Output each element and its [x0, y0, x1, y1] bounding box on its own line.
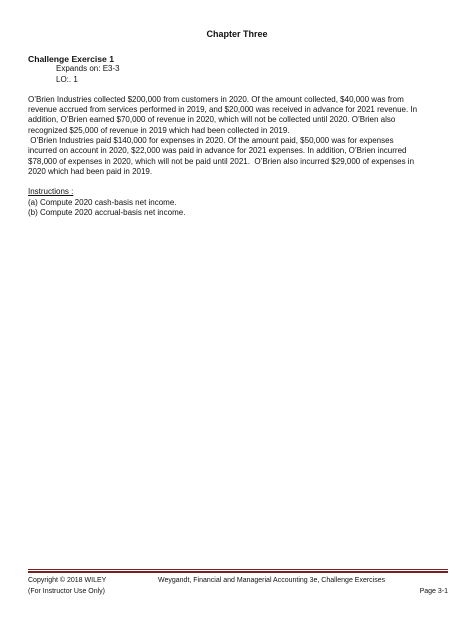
exercise-heading: Challenge Exercise 1 [28, 54, 114, 64]
footer-row [28, 575, 448, 586]
revenue-line: recognized $25,000 of revenue in 2019 which had been collected in 2019. [28, 125, 290, 135]
expense-line: incurred on account in 2020, $22,000 was paid in advance for 2021 expenses. In addition, O’Brien incurred [28, 146, 407, 156]
expands-on-line: Expands on: E3-3 [56, 64, 120, 74]
footer-row [28, 586, 448, 597]
expense-line: 2020 which had been paid in 2019. [28, 166, 153, 176]
book-title-text: Weygandt, Financial and Managerial Accounting 3e, Challenge Exercises [158, 577, 386, 584]
footer-rule [28, 571, 448, 573]
page-footer [28, 575, 448, 597]
spacer [28, 85, 448, 95]
revenue-line: revenue accrued from services performed in 2019, and $20,000 was received in advance for 2021 revenue. In [28, 105, 418, 115]
chapter-title: Chapter Three [206, 29, 268, 39]
expense-paragraph [28, 136, 448, 177]
revenue-paragraph [28, 95, 448, 136]
footer-rule [28, 569, 448, 570]
revenue-line: addition, O’Brien earned $70,000 of revenue in 2020, which will not be collected until 2020. O’Brien also [28, 115, 396, 125]
revenue-line: O’Brien Industries collected $200,000 from customers in 2020. Of the amount collected, $40,000 was from [28, 94, 404, 104]
expense-line: O’Brien Industries paid $140,000 for expenses in 2020. Of the amount paid, $50,000 was for expenses [28, 136, 394, 146]
instructor-use-note: (For Instructor Use Only) [28, 588, 106, 595]
expense-line: $78,000 of expenses in 2020, which will not be paid until 2021. O’Brien also incurred $29,000 of expenses in [28, 156, 415, 166]
spacer [28, 177, 448, 187]
instructions-heading: Instructions : [28, 187, 74, 197]
page-number: Page 3-1 [419, 588, 448, 595]
exercise-content [28, 54, 448, 218]
learning-objective-line: LO:. 1 [56, 74, 78, 84]
instruction-b: (b) Compute 2020 accrual-basis net income. [28, 207, 186, 217]
instruction-a: (a) Compute 2020 cash-basis net income. [28, 197, 177, 207]
copyright-text: Copyright © 2018 WILEY [28, 577, 107, 584]
